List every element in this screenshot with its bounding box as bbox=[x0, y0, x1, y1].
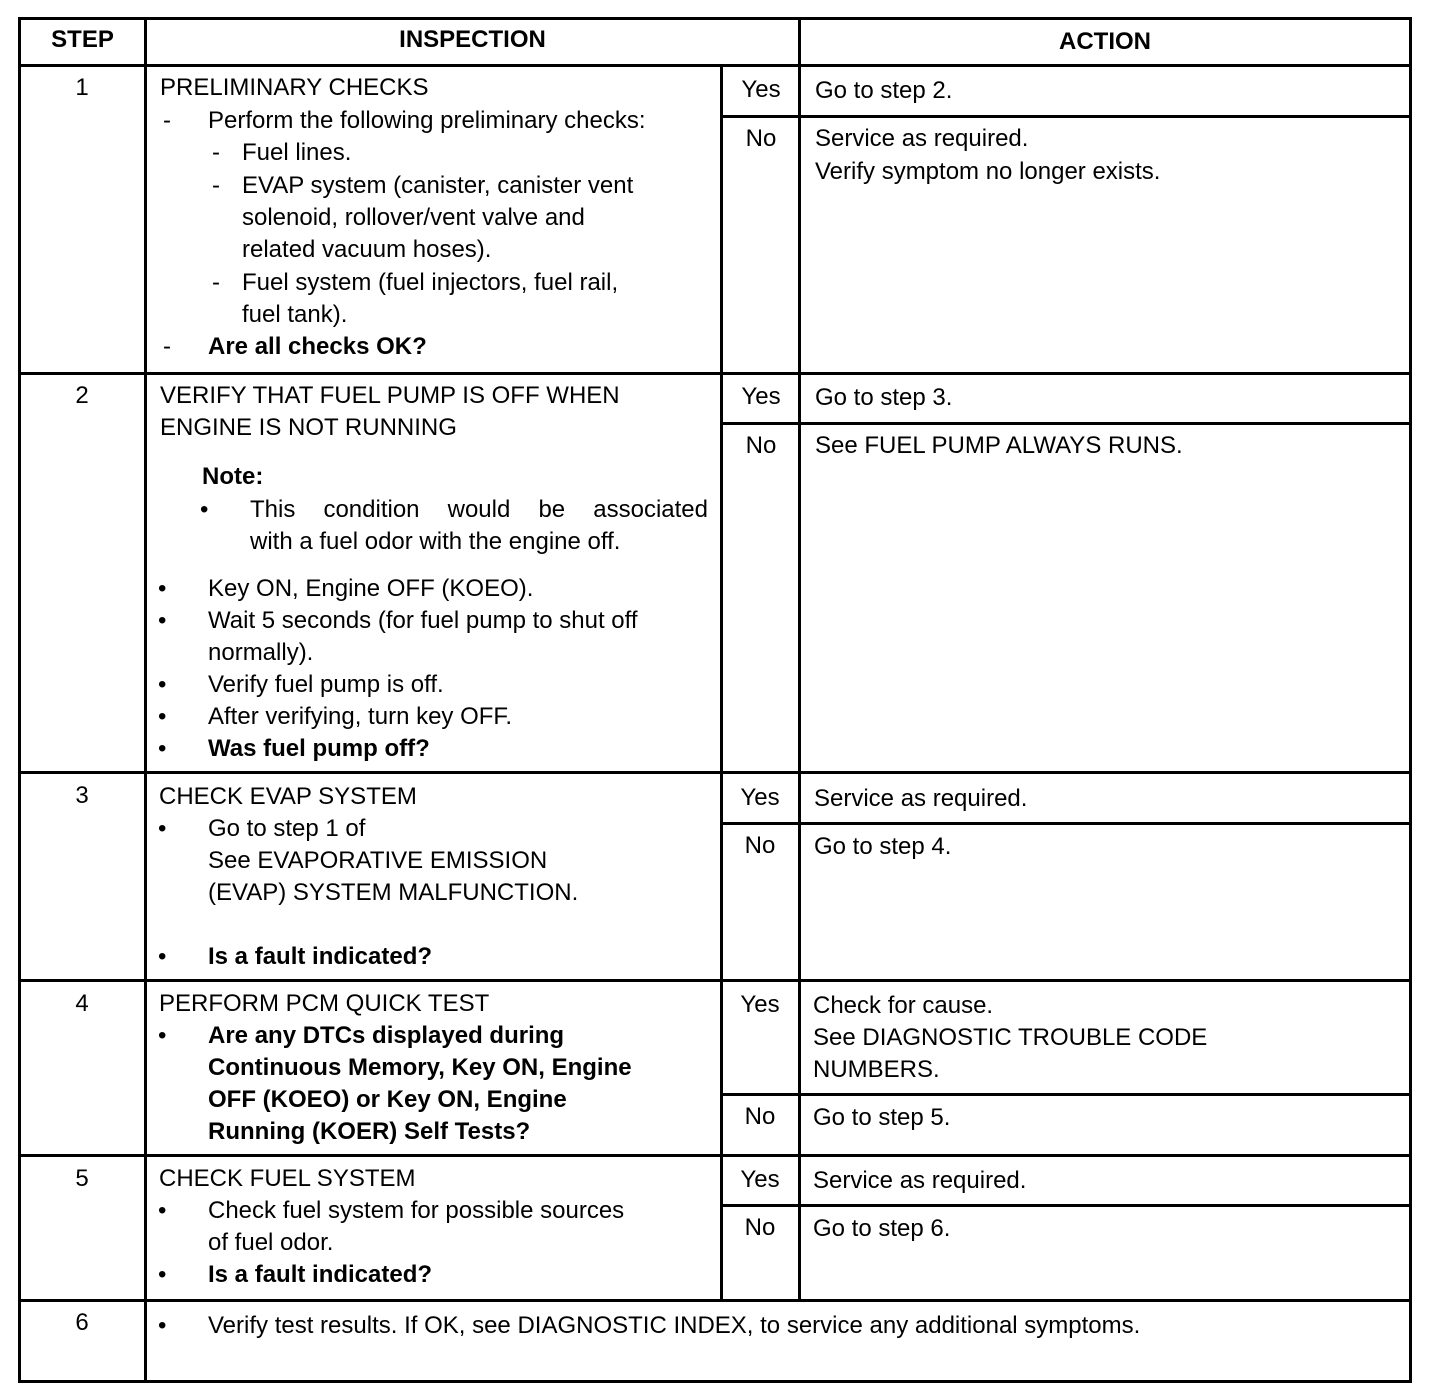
check-question: OFF (KOEO) or Key ON, Engine bbox=[208, 1086, 567, 1113]
step-number: 2 bbox=[75, 382, 89, 409]
check-question: Continuous Memory, Key ON, Engine bbox=[208, 1054, 632, 1081]
note-label: Note: bbox=[202, 463, 264, 490]
row-divider-3 bbox=[18, 979, 1412, 982]
yes-action: NUMBERS. bbox=[813, 1056, 940, 1083]
bullet-marker: • bbox=[158, 943, 167, 970]
step-title: PRELIMINARY CHECKS bbox=[160, 74, 429, 101]
bullet-marker: • bbox=[158, 1312, 167, 1339]
check-line: solenoid, rollover/vent valve and bbox=[242, 204, 585, 231]
check-line: Perform the following preliminary checks: bbox=[208, 107, 646, 134]
row-divider-2 bbox=[18, 771, 1412, 774]
no-label: No bbox=[745, 432, 777, 459]
check-line: Check fuel system for possible sources bbox=[208, 1197, 625, 1224]
no-label: No bbox=[744, 832, 776, 859]
table-border-bottom bbox=[18, 1380, 1412, 1383]
header-inspection: INSPECTION bbox=[399, 26, 546, 53]
bullet-marker: • bbox=[158, 1261, 167, 1288]
bullet-marker: • bbox=[200, 496, 209, 523]
yes-action: Service as required. bbox=[814, 785, 1028, 812]
step-title: ENGINE IS NOT RUNNING bbox=[160, 414, 457, 441]
check-question: Are all checks OK? bbox=[208, 333, 427, 360]
no-action: Go to step 6. bbox=[813, 1215, 951, 1242]
check-line: See EVAPORATIVE EMISSION bbox=[208, 847, 548, 874]
bullet-marker: • bbox=[158, 1197, 167, 1224]
yes-action: Go to step 2. bbox=[815, 77, 953, 104]
yes-label: Yes bbox=[740, 1166, 780, 1193]
yes-no-divider-5 bbox=[722, 1204, 1412, 1207]
yes-no-divider-4 bbox=[722, 1093, 1412, 1096]
yes-action: Go to step 3. bbox=[815, 384, 953, 411]
bullet-marker: • bbox=[158, 815, 167, 842]
yes-no-divider-1 bbox=[722, 115, 1412, 118]
bullet-marker: • bbox=[158, 575, 167, 602]
no-action: Service as required. bbox=[815, 125, 1029, 152]
bullet-marker: • bbox=[158, 703, 167, 730]
no-action: Verify symptom no longer exists. bbox=[815, 158, 1161, 185]
no-action: Go to step 4. bbox=[814, 833, 952, 860]
yes-action: Check for cause. bbox=[813, 992, 994, 1019]
bullet-marker: • bbox=[158, 735, 167, 762]
yes-no-divider-3 bbox=[722, 822, 1412, 825]
header-action: ACTION bbox=[1059, 28, 1151, 55]
note-line: This condition would be associated bbox=[250, 496, 708, 523]
row-divider-5 bbox=[18, 1299, 1412, 1302]
yes-action: Service as required. bbox=[813, 1167, 1027, 1194]
check-line: Key ON, Engine OFF (KOEO). bbox=[208, 575, 534, 602]
check-line: Go to step 1 of bbox=[208, 815, 366, 842]
check-line: Fuel system (fuel injectors, fuel rail, bbox=[242, 269, 619, 296]
no-action: Go to step 5. bbox=[813, 1104, 951, 1131]
yes-label: Yes bbox=[740, 784, 780, 811]
check-line: Verify fuel pump is off. bbox=[208, 671, 444, 698]
bullet-marker: • bbox=[158, 671, 167, 698]
check-question: Was fuel pump off? bbox=[208, 735, 430, 762]
no-label: No bbox=[745, 125, 777, 152]
check-question: Is a fault indicated? bbox=[208, 943, 433, 970]
yes-label: Yes bbox=[741, 383, 781, 410]
yes-label: Yes bbox=[741, 76, 781, 103]
check-line: EVAP system (canister, canister vent bbox=[242, 172, 634, 199]
bullet-marker: • bbox=[158, 1022, 167, 1049]
check-line: fuel tank). bbox=[242, 301, 348, 328]
dash-marker: - bbox=[163, 107, 171, 134]
step-title: CHECK EVAP SYSTEM bbox=[159, 783, 417, 810]
check-question: Running (KOER) Self Tests? bbox=[208, 1118, 531, 1145]
check-line: (EVAP) SYSTEM MALFUNCTION. bbox=[208, 879, 579, 906]
step-title: PERFORM PCM QUICK TEST bbox=[159, 990, 490, 1017]
table-border-right bbox=[1409, 17, 1412, 1383]
check-line: related vacuum hoses). bbox=[242, 236, 492, 263]
header-step: STEP bbox=[51, 26, 114, 53]
no-label: No bbox=[744, 1214, 776, 1241]
dash-marker: - bbox=[212, 269, 220, 296]
bullet-marker: • bbox=[158, 607, 167, 634]
table-border-left bbox=[18, 17, 21, 1383]
no-action: See FUEL PUMP ALWAYS RUNS. bbox=[815, 432, 1183, 459]
step-number: 3 bbox=[75, 782, 89, 809]
dash-marker: - bbox=[212, 172, 220, 199]
action-column-divider bbox=[798, 17, 801, 1302]
row-divider-1 bbox=[18, 372, 1412, 375]
step-column-divider bbox=[144, 17, 147, 1383]
note-line: with a fuel odor with the engine off. bbox=[250, 528, 621, 555]
table-border-top bbox=[18, 17, 1412, 20]
check-question: Are any DTCs displayed during bbox=[208, 1022, 565, 1049]
step-number: 4 bbox=[75, 990, 89, 1017]
check-question: Is a fault indicated? bbox=[208, 1261, 433, 1288]
check-line: Verify test results. If OK, see DIAGNOSTIC INDEX, to service any additional symptoms. bbox=[208, 1312, 1141, 1339]
row-divider-4 bbox=[18, 1154, 1412, 1157]
dash-marker: - bbox=[163, 333, 171, 360]
step-number: 1 bbox=[75, 74, 89, 101]
check-line: of fuel odor. bbox=[208, 1229, 334, 1256]
yes-label: Yes bbox=[740, 991, 780, 1018]
check-line: Wait 5 seconds (for fuel pump to shut off bbox=[208, 607, 638, 634]
step-title: CHECK FUEL SYSTEM bbox=[159, 1165, 416, 1192]
step-title: VERIFY THAT FUEL PUMP IS OFF WHEN bbox=[160, 382, 620, 409]
check-line: normally). bbox=[208, 639, 314, 666]
check-line: Fuel lines. bbox=[242, 139, 352, 166]
step-number: 5 bbox=[75, 1165, 89, 1192]
step-number: 6 bbox=[75, 1309, 89, 1336]
yes-no-divider-2 bbox=[722, 422, 1412, 425]
header-divider bbox=[18, 64, 1412, 67]
no-label: No bbox=[744, 1103, 776, 1130]
check-line: After verifying, turn key OFF. bbox=[208, 703, 513, 730]
yes-action: See DIAGNOSTIC TROUBLE CODE bbox=[813, 1024, 1208, 1051]
dash-marker: - bbox=[212, 139, 220, 166]
